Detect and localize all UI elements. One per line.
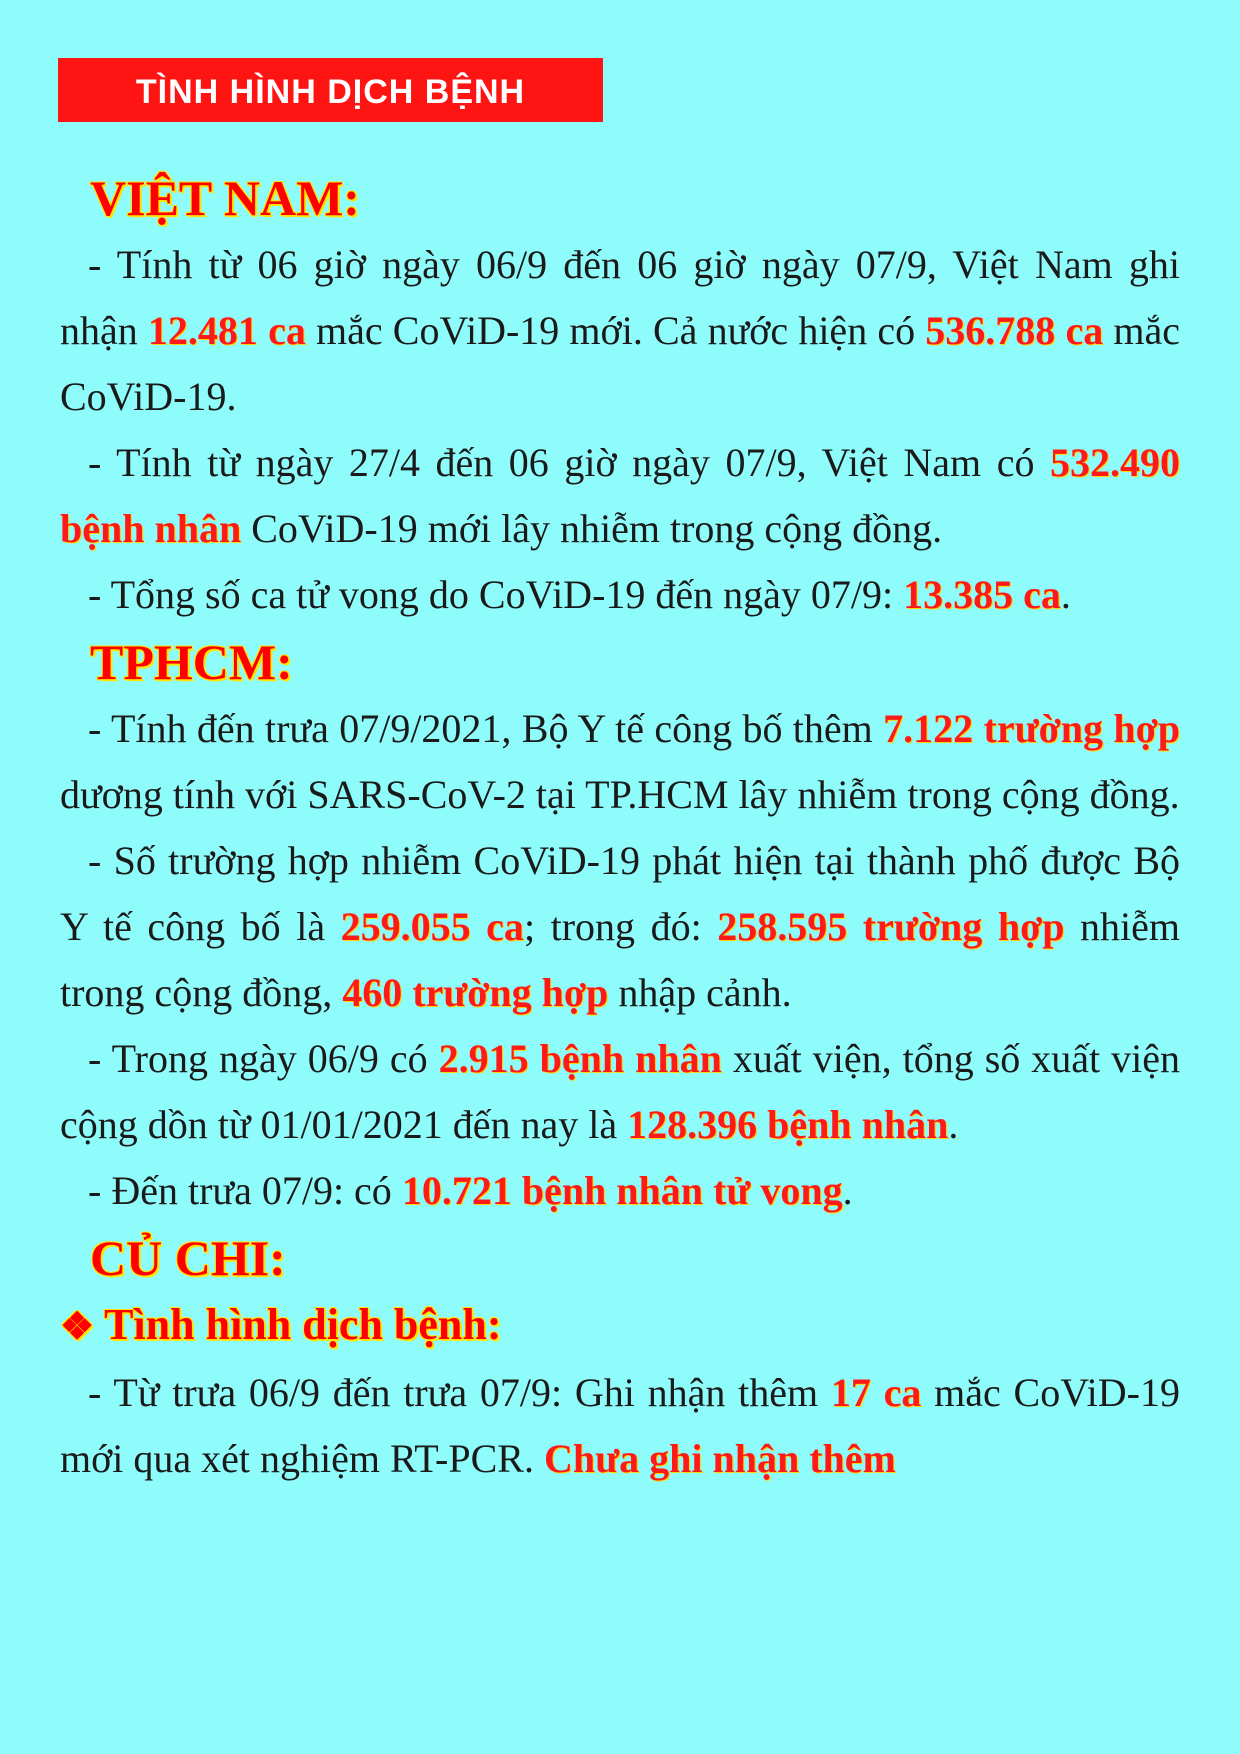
heading-cuchi: CỦ CHI: xyxy=(90,1230,286,1286)
tphcm-paragraph-2: - Số trường hợp nhiễm CoViD-19 phát hiện tại thành phố được Bộ Y tế công bố là 259.055 ca; trong đó: 258.595 trường hợp nhiễm trong cộng đồng, 460 trường hợp nhập cảnh. xyxy=(60,838,1180,1015)
vietnam-paragraph-3: - Tổng số ca tử vong do CoViD-19 đến ngày 07/9: 13.385 ca. xyxy=(88,572,1071,617)
banner-title: TÌNH HÌNH DỊCH BỆNH xyxy=(135,72,526,111)
tphcm-paragraph-1: - Tính đến trưa 07/9/2021, Bộ Y tế công bố thêm 7.122 trường hợp dương tính với SARS-CoV-2 tại TP.HCM lây nhiễm trong cộng đồng. xyxy=(60,706,1180,817)
tphcm-paragraph-3: - Trong ngày 06/9 có 2.915 bệnh nhân xuất viện, tổng số xuất viện cộng dồn từ 01/01/2021 đến nay là 128.396 bệnh nhân. xyxy=(60,1036,1181,1147)
diamond-bullet-icon: ❖ xyxy=(60,1306,95,1348)
vietnam-paragraph-2: - Tính từ ngày 27/4 đến 06 giờ ngày 07/9, Việt Nam có 532.490 bệnh nhân CoViD-19 mới lây nhiễm trong cộng đồng. xyxy=(60,440,1180,551)
section-banner xyxy=(58,58,603,122)
vietnam-paragraph-1: - Tính từ 06 giờ ngày 06/9 đến 06 giờ ngày 07/9, Việt Nam ghi nhận 12.481 ca mắc CoViD-19 mới. Cả nước hiện có 536.788 ca mắc CoViD-19. xyxy=(60,242,1180,419)
heading-vietnam: VIỆT NAM: xyxy=(90,170,360,226)
article-content xyxy=(60,164,1180,1492)
subheading-situation: ❖ Tình hình dịch bệnh: xyxy=(60,1300,502,1349)
tphcm-paragraph-4: - Đến trưa 07/9: có 10.721 bệnh nhân tử vong. xyxy=(88,1168,853,1213)
cuchi-paragraph-1: - Từ trưa 06/9 đến trưa 07/9: Ghi nhận thêm 17 ca mắc CoViD-19 mới qua xét nghiệm RT-PCR. Chưa ghi nhận thêm xyxy=(60,1370,1180,1481)
heading-tphcm: TPHCM: xyxy=(90,634,293,690)
